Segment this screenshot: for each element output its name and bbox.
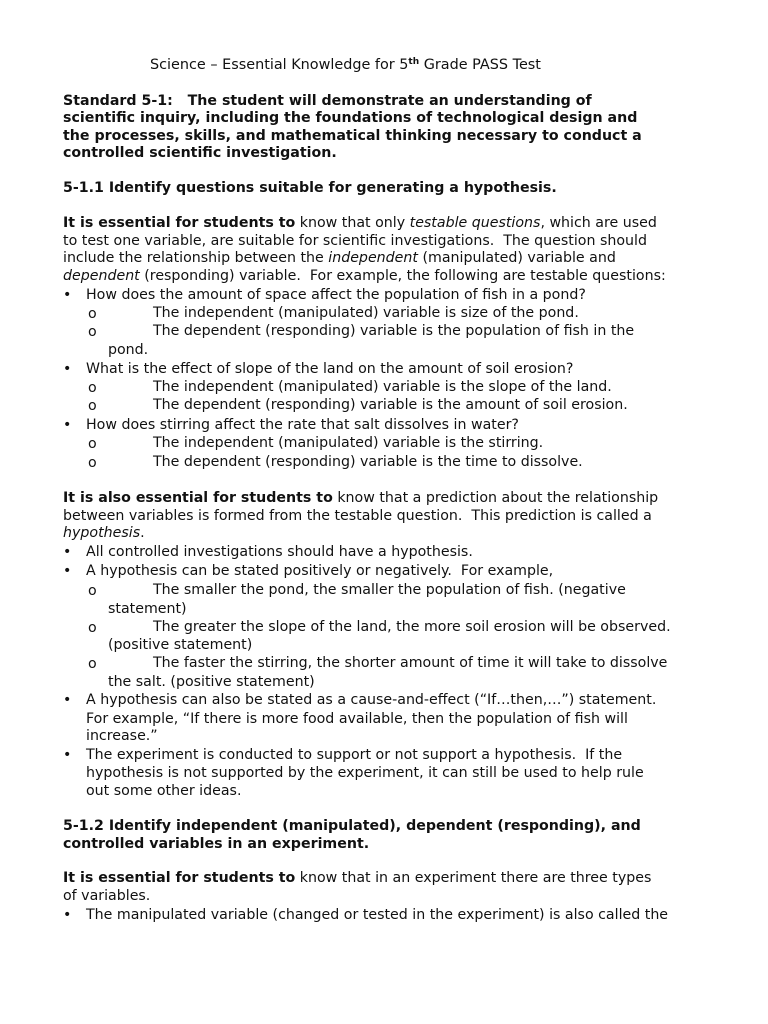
paragraph-line: to test one variable, are suitable for scientific investigations. The question should xyxy=(63,233,647,249)
sub-list-item: The dependent (responding) variable is the amount of soil erosion. xyxy=(153,397,628,413)
list-item-cont: out some other ideas. xyxy=(86,783,242,799)
sub-list-item: The faster the stirring, the shorter amount of time it will take to dissolve xyxy=(153,655,668,671)
sub-list-item: The dependent (responding) variable is the population of fish in the xyxy=(153,323,635,339)
bullet-icon: • xyxy=(63,544,72,560)
paragraph-line: include the relationship between the independent (manipulated) variable and xyxy=(63,250,616,266)
sub-bullet-icon: o xyxy=(88,398,97,414)
sub-bullet-icon: o xyxy=(88,324,97,340)
sub-bullet-icon: o xyxy=(88,380,97,396)
bullet-icon: • xyxy=(63,747,72,763)
list-item: The experiment is conducted to support or not support a hypothesis. If the xyxy=(86,747,623,763)
paragraph-line: It is essential for students to know that in an experiment there are three types xyxy=(63,870,652,886)
list-item: How does the amount of space affect the population of fish in a pond? xyxy=(86,287,586,303)
sub-list-item-cont: pond. xyxy=(108,342,149,358)
sub-bullet-icon: o xyxy=(88,656,97,672)
standard-line: scientific inquiry, including the foundations of technological design and xyxy=(63,110,638,126)
list-item-cont: For example, “If there is more food available, then the population of fish will xyxy=(86,711,628,727)
sub-bullet-icon: o xyxy=(88,436,97,452)
sub-list-item: The independent (manipulated) variable is the slope of the land. xyxy=(153,379,612,395)
list-item: All controlled investigations should have a hypothesis. xyxy=(86,544,473,560)
sub-bullet-icon: o xyxy=(88,306,97,322)
paragraph-line: It is essential for students to know that only testable questions, which are used xyxy=(63,215,657,231)
sub-bullet-icon: o xyxy=(88,620,97,636)
standard-line: the processes, skills, and mathematical thinking necessary to conduct a xyxy=(63,128,642,144)
sub-list-item: The independent (manipulated) variable is the stirring. xyxy=(153,435,544,451)
sub-list-item: The dependent (responding) variable is the time to dissolve. xyxy=(153,454,583,470)
standard-line: controlled scientific investigation. xyxy=(63,145,337,161)
paragraph-line: of variables. xyxy=(63,888,151,904)
sub-list-item: The smaller the pond, the smaller the population of fish. (negative xyxy=(153,582,626,598)
bullet-icon: • xyxy=(63,361,72,377)
sub-list-item: The greater the slope of the land, the more soil erosion will be observed. xyxy=(153,619,671,635)
list-item: What is the effect of slope of the land on the amount of soil erosion? xyxy=(86,361,574,377)
section-heading-5-1-2: 5-1.2 Identify independent (manipulated), dependent (responding), and xyxy=(63,818,641,834)
bullet-icon: • xyxy=(63,907,72,923)
sub-list-item-cont: statement) xyxy=(108,601,187,617)
list-item: How does stirring affect the rate that salt dissolves in water? xyxy=(86,417,519,433)
section-heading-5-1-2-cont: controlled variables in an experiment. xyxy=(63,836,370,852)
bullet-icon: • xyxy=(63,287,72,303)
standard-line: Standard 5-1: The student will demonstrate an understanding of xyxy=(63,93,592,109)
paragraph-line: between variables is formed from the testable question. This prediction is called a xyxy=(63,508,652,524)
bullet-icon: • xyxy=(63,417,72,433)
list-item: A hypothesis can also be stated as a cause-and-effect (“If…then,…”) statement. xyxy=(86,692,657,708)
list-item-cont: increase.” xyxy=(86,728,158,744)
sub-bullet-icon: o xyxy=(88,455,97,471)
list-item: A hypothesis can be stated positively or negatively. For example, xyxy=(86,563,554,579)
sub-bullet-icon: o xyxy=(88,583,97,599)
paragraph-line: hypothesis. xyxy=(63,525,145,541)
section-heading-5-1-1: 5-1.1 Identify questions suitable for generating a hypothesis. xyxy=(63,180,557,196)
paragraph-line: It is also essential for students to know that a prediction about the relationship xyxy=(63,490,659,506)
list-item: The manipulated variable (changed or tested in the experiment) is also called the xyxy=(86,907,669,923)
bullet-icon: • xyxy=(63,563,72,579)
bullet-icon: • xyxy=(63,692,72,708)
sub-list-item: The independent (manipulated) variable is size of the pond. xyxy=(153,305,579,321)
sub-list-item-cont: the salt. (positive statement) xyxy=(108,674,315,690)
paragraph-line: dependent (responding) variable. For example, the following are testable questions: xyxy=(63,268,666,284)
page-title: Science – Essential Knowledge for 5th Grade PASS Test xyxy=(150,57,541,73)
list-item-cont: hypothesis is not supported by the experiment, it can still be used to help rule xyxy=(86,765,644,781)
sub-list-item-cont: (positive statement) xyxy=(108,637,253,653)
